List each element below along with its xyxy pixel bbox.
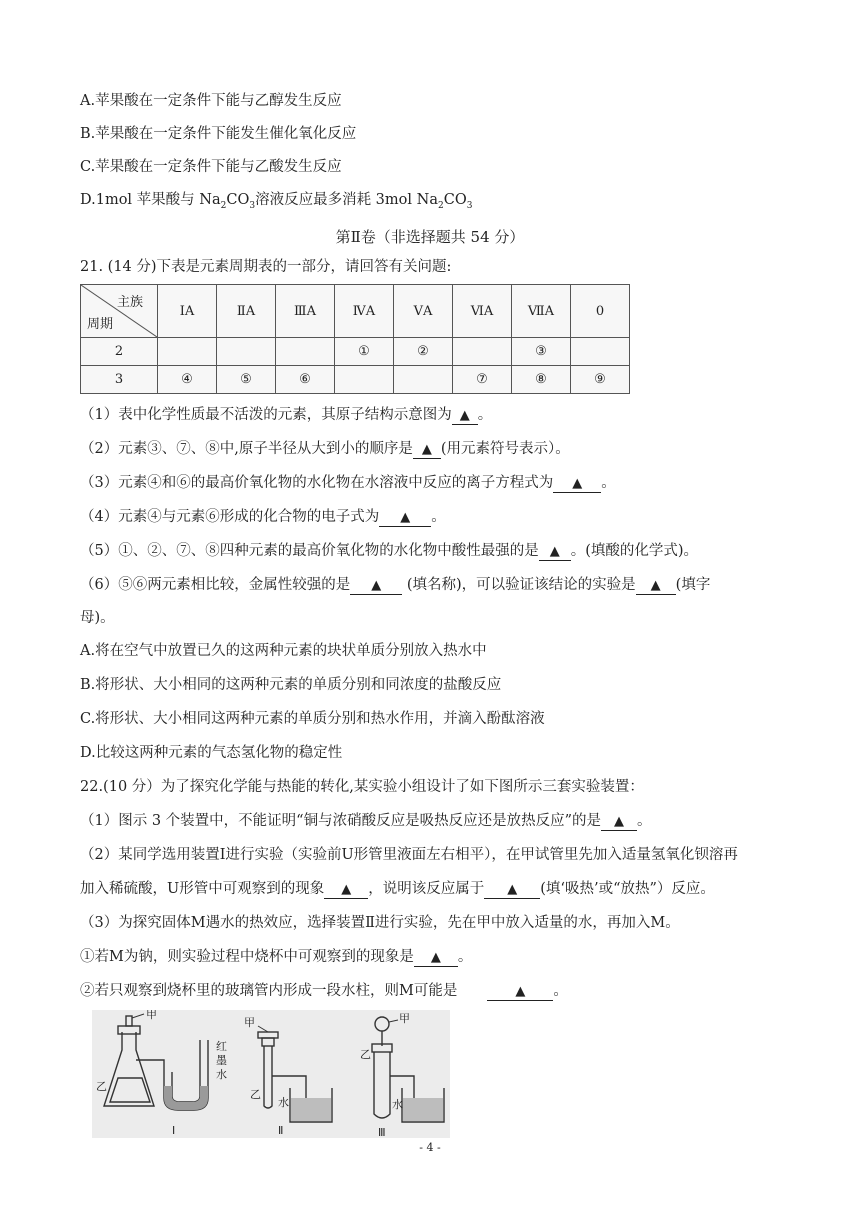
q21-intro: 21. (14 分)下表是元素周期表的一部分，请回答有关问题: <box>80 259 452 275</box>
q21-choice-a: A.将在空气中放置已久的这两种元素的块状单质分别放入热水中 <box>80 643 487 659</box>
answer-blank: ▲ <box>553 475 601 493</box>
group-header: ⅥA <box>453 285 512 338</box>
table-row <box>81 366 630 394</box>
label-red-ink: 红 <box>216 1040 227 1053</box>
section-title: 第Ⅱ卷（非选择题共 54 分） <box>335 228 525 246</box>
answer-blank: ▲ <box>452 407 478 425</box>
table-cell: ① <box>335 338 394 366</box>
table-cell: ⑨ <box>571 366 630 394</box>
answer-blank: ▲ <box>350 577 402 595</box>
label-jia: 甲 <box>146 1010 157 1021</box>
table-cell: ② <box>394 338 453 366</box>
table-cell: ⑤ <box>217 366 276 394</box>
table-cell <box>276 338 335 366</box>
group-header: 0 <box>571 285 630 338</box>
table-cell: ⑥ <box>276 366 335 394</box>
table-row <box>81 338 630 366</box>
q21-sub3: （3）元素④和⑥的最高价氧化物的水化物在水溶液中反应的离子方程式为 ▲ 。 <box>80 475 616 491</box>
q22-sub1: （1）图示 3 个装置中，不能证明“铜与浓硝酸反应是吸热反应还是放热反应”的是 ▲ 。 <box>80 813 652 829</box>
option-b: B.苹果酸在一定条件下能发生催化氧化反应 <box>80 126 357 142</box>
answer-blank: ▲ <box>601 813 637 831</box>
q22-sub2-line2: 加入稀硫酸，U形管中可观察到的现象 ▲ ，说明该反应属于 ▲ (填‘吸热’或“放热”）反应。 <box>80 881 715 897</box>
q21-sub5: （5）①、②、⑦、⑧四种元素的最高价氧化物的水化物中酸性最强的是 ▲ 。(填酸的化学式)。 <box>80 543 699 559</box>
apparatus-diagram <box>92 1010 450 1138</box>
label-jia: 甲 <box>399 1012 410 1025</box>
label-jia: 甲 <box>244 1016 255 1029</box>
answer-blank: ▲ <box>539 543 571 561</box>
q21-sub6: （6）⑤⑥两元素相比较，金属性较强的是 ▲ (填名称)，可以验证该结论的实验是 ▲ (填字 <box>80 577 711 593</box>
table-cell: ③ <box>512 338 571 366</box>
label-yi: 乙 <box>360 1048 371 1061</box>
q21-choice-d: D.比较这两种元素的气态氢化物的稳定性 <box>80 745 343 761</box>
table-cell <box>453 338 512 366</box>
label-red-ink: 水 <box>216 1068 227 1081</box>
answer-blank: ▲ <box>379 509 431 527</box>
q21-sub1: （1）表中化学性质最不活泼的元素，其原子结构示意图为 ▲ 。 <box>80 407 493 423</box>
table-cell: ⑧ <box>512 366 571 394</box>
group-header: ⅢA <box>276 285 335 338</box>
answer-blank: ▲ <box>324 881 368 899</box>
group-header: ⅣA <box>335 285 394 338</box>
q22-sub3a: ①若M为钠，则实验过程中烧杯中可观察到的现象是 ▲ 。 <box>80 949 473 965</box>
answer-blank: ▲ <box>413 441 441 459</box>
table-cell <box>571 338 630 366</box>
group-header: ⅤA <box>394 285 453 338</box>
answer-blank: ▲ <box>636 577 676 595</box>
caption-1: Ⅰ <box>172 1124 176 1137</box>
option-d: D.1mol 苹果酸与 $Na_2CO_3$溶液反应最多消耗 3mol $Na_2CO_3$ <box>80 192 473 211</box>
answer-blank: ▲ <box>487 983 553 1001</box>
label-water: 水 <box>278 1096 289 1109</box>
label-water: 水 <box>392 1098 403 1111</box>
label-yi: 乙 <box>96 1080 107 1093</box>
q21-sub4: （4）元素④与元素⑥形成的化合物的电子式为 ▲ 。 <box>80 509 446 525</box>
table-cell: ④ <box>158 366 217 394</box>
q21-sub2: （2）元素③、⑦、⑧中,原子半径从大到小的顺序是 ▲ (用元素符号表示）。 <box>80 441 570 457</box>
table-cell: ⑦ <box>453 366 512 394</box>
header-group-label: 主族 <box>116 295 143 310</box>
header-period-label: 周期 <box>87 317 114 332</box>
table-cell <box>394 366 453 394</box>
table-corner-header <box>81 285 158 338</box>
page-number: - 4 - <box>419 1141 441 1154</box>
answer-blank: ▲ <box>414 949 458 967</box>
q22-sub3: （3）为探究固体M遇水的热效应，选择装置Ⅱ进行实验，先在甲中放入适量的水，再加入M。 <box>80 915 680 931</box>
option-c: C.苹果酸在一定条件下能与乙酸发生反应 <box>80 159 342 175</box>
periodic-table <box>80 284 630 394</box>
q21-choice-b: B.将形状、大小相同的这两种元素的单质分别和同浓度的盐酸反应 <box>80 677 502 693</box>
group-header: ⅠA <box>158 285 217 338</box>
apparatus-figure <box>92 1010 450 1138</box>
caption-2: Ⅱ <box>278 1124 284 1137</box>
table-cell <box>335 366 394 394</box>
group-header: ⅡA <box>217 285 276 338</box>
table-cell <box>217 338 276 366</box>
label-red-ink: 墨 <box>216 1054 227 1067</box>
period-label: 2 <box>81 338 158 366</box>
option-a: A.苹果酸在一定条件下能与乙醇发生反应 <box>80 93 342 109</box>
q21-sub6-cont: 母)。 <box>80 610 115 626</box>
table-cell <box>158 338 217 366</box>
answer-blank: ▲ <box>484 881 540 899</box>
group-header: ⅦA <box>512 285 571 338</box>
caption-3: Ⅲ <box>378 1126 386 1138</box>
q22-sub3b: ②若只观察到烧杯里的玻璃管内形成一段水柱，则M可能是 ▲ 。 <box>80 983 568 999</box>
period-label: 3 <box>81 366 158 394</box>
label-yi: 乙 <box>250 1088 261 1101</box>
q21-choice-c: C.将形状、大小相同这两种元素的单质分别和热水作用，并滴入酚酞溶液 <box>80 711 545 727</box>
q22-intro: 22.(10 分）为了探究化学能与热能的转化,某实验小组设计了如下图所示三套实验装置： <box>80 779 644 795</box>
q22-sub2-line1: （2）某同学选用装置Ⅰ进行实验（实验前U形管里液面左右相平），在甲试管里先加入适量氢氧化钡溶再 <box>80 847 738 863</box>
